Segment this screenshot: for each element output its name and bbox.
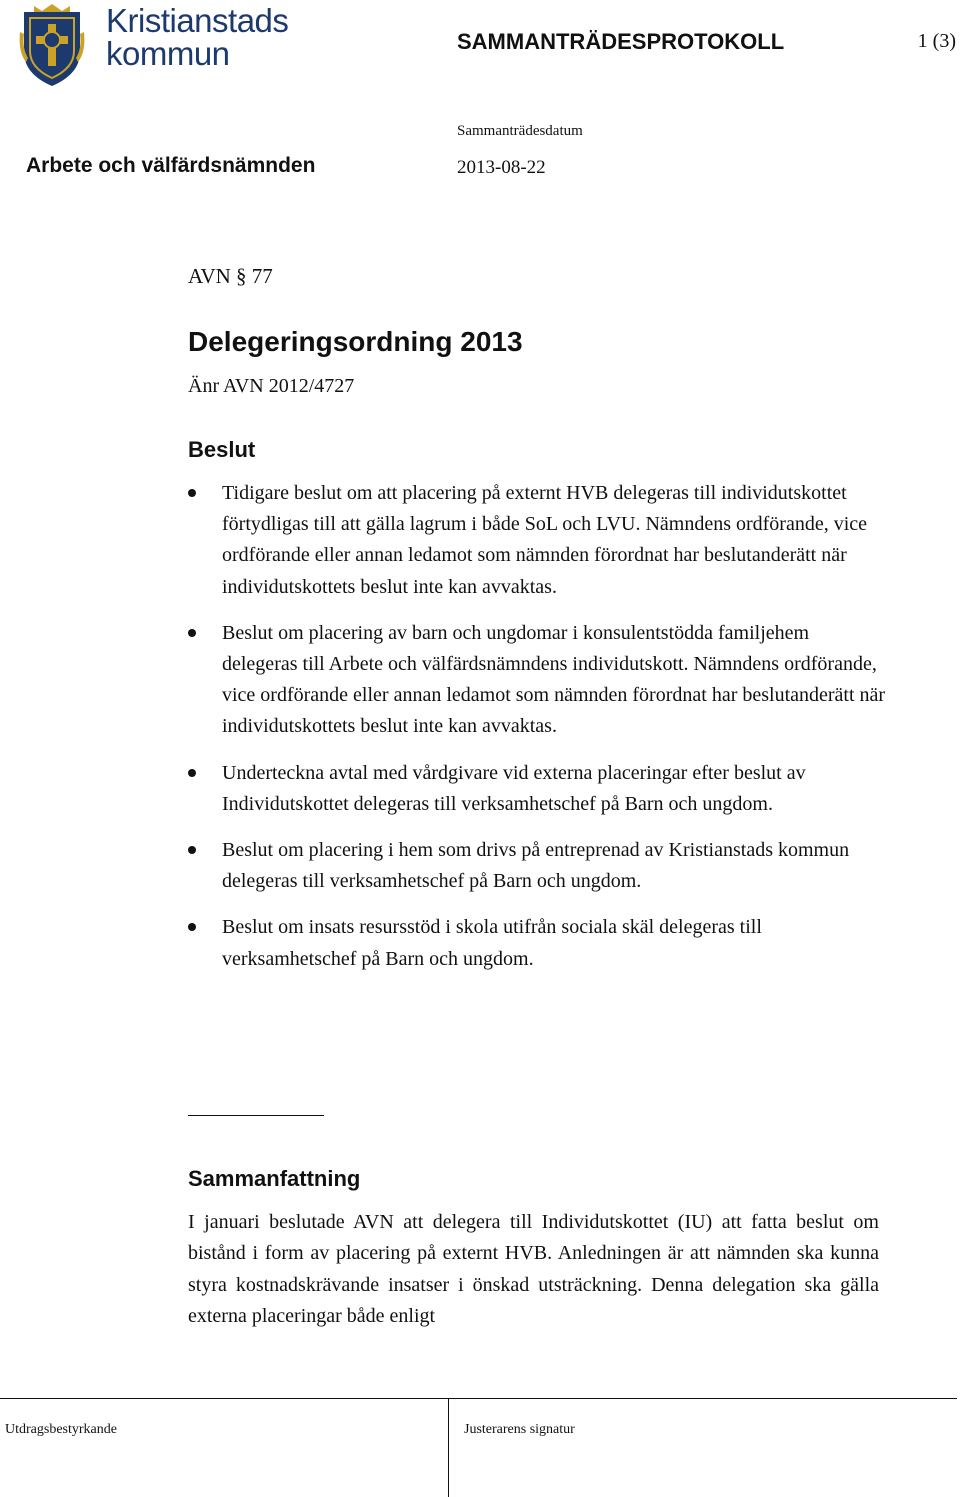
bullet-icon: [188, 489, 196, 497]
document-type: SAMMANTRÄDESPROTOKOLL: [457, 29, 785, 54]
logo-wordmark: [106, 4, 288, 70]
footer-column-divider: [448, 1399, 449, 1497]
bullet-icon: [188, 923, 196, 931]
bullet-icon: [188, 629, 196, 637]
bullet-icon: [188, 846, 196, 854]
section-id: AVN § 77: [188, 264, 273, 288]
page-number: 1 (3): [917, 30, 956, 52]
meeting-date-label: Sammanträdesdatum: [457, 123, 583, 139]
meeting-date: 2013-08-22: [457, 157, 546, 178]
decision-item-text: Beslut om placering i hem som drivs på entreprenad av Kristianstads kommun delegeras till verksamhetschef på Barn och ungdom.: [222, 839, 850, 893]
bullet-icon: [188, 769, 196, 777]
decision-heading: Beslut: [188, 437, 256, 462]
list-item: [188, 758, 888, 820]
logo-line-2: kommun: [106, 35, 230, 72]
decision-item-text: Beslut om placering av barn och ungdomar i konsulentstödda familjehem delegeras till Arbete och välfärdsnämndens individutskott. Nämndens ordförande, vice ordförande eller annan ledamot som nämnden förordnat har beslutanderätt när individutskottets beslut inte kan avvaktas.: [222, 621, 886, 738]
list-item: [188, 478, 888, 603]
coat-of-arms-icon: [18, 2, 86, 88]
footer-signature-label: Justerarens signatur: [464, 1422, 575, 1437]
logo-line-1: Kristianstads: [106, 2, 289, 39]
decision-item-text: Beslut om insats resursstöd i skola utifrån sociala skäl delegeras till verksamhetschef på Barn och ungdom.: [222, 916, 762, 970]
decision-item-text: Tidigare beslut om att placering på externt HVB delegeras till individutskottet förtydligas till att gälla lagrum i både SoL och LVU. Nämndens ordförande, vice ordförande eller annan ledamot som nämnden förordnat har beslutanderätt när individutskottets beslut inte kan avvaktas.: [222, 482, 868, 598]
page-title: Delegeringsordning 2013: [188, 326, 523, 357]
list-item: [188, 835, 888, 897]
footer-certification-label: Utdragsbestyrkande: [5, 1422, 117, 1437]
decision-list: [188, 478, 888, 990]
list-item: [188, 912, 888, 974]
section-divider: [188, 1115, 324, 1116]
kristianstads-kommun-logo: [18, 2, 318, 92]
case-number: Änr AVN 2012/4727: [188, 375, 355, 397]
department-name: Arbete och välfärdsnämnden: [26, 154, 316, 177]
list-item: [188, 618, 888, 743]
decision-item-text: Underteckna avtal med vårdgivare vid externa placeringar efter beslut av Individutskottet delegeras till verksamhetschef på Barn och ungdom.: [222, 761, 806, 815]
summary-text: I januari beslutade AVN att delegera till Individutskottet (IU) att fatta beslut om bistånd i form av placering på externt HVB. Anledningen är att nämnden ska kunna styra kostnadskrävande insatser i önskad utsträckning. Denna delegation ska gälla externa placeringar både enligt: [188, 1211, 879, 1327]
summary-heading: Sammanfattning: [188, 1166, 361, 1191]
footer-divider: [0, 1398, 957, 1399]
